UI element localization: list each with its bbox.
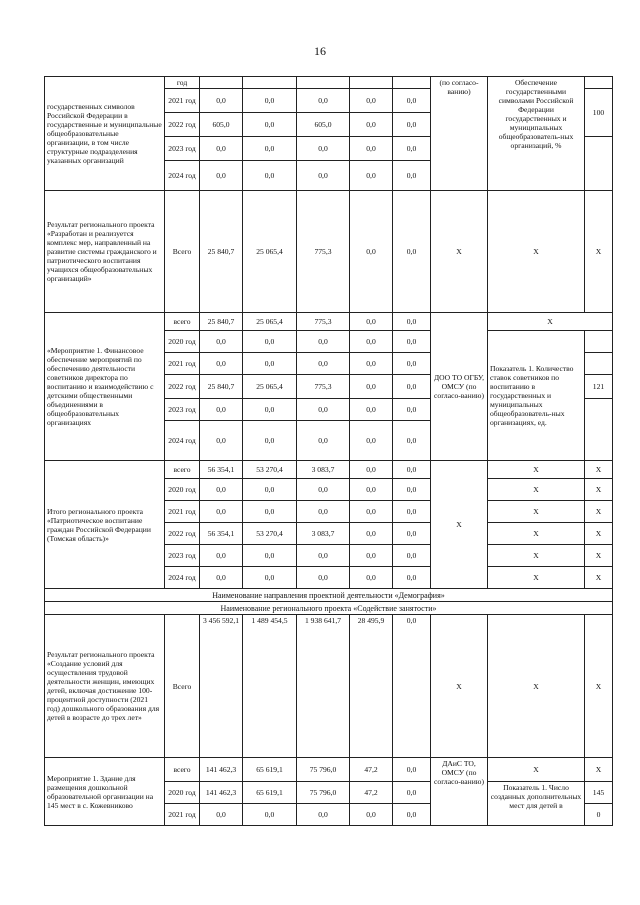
indicator-cell: X — [488, 191, 585, 313]
value-cell: 141 462,3 — [200, 758, 243, 782]
year-cell: Всего — [165, 615, 200, 758]
year-cell: 2023 год — [165, 137, 200, 161]
value-cell: 0,0 — [297, 804, 350, 826]
value-cell: 775,3 — [297, 375, 350, 399]
value-cell: 0,0 — [350, 161, 393, 191]
value-cell: 0,0 — [393, 421, 431, 461]
year-cell: 2024 год — [165, 567, 200, 589]
value-cell: 0,0 — [200, 399, 243, 421]
value-cell: 25 840,7 — [200, 313, 243, 331]
year-cell: 2022 год — [165, 375, 200, 399]
value-cell: 0,0 — [393, 313, 431, 331]
table-row — [45, 602, 613, 615]
value-cell: 0,0 — [297, 353, 350, 375]
value-cell: 75 796,0 — [297, 782, 350, 804]
value-cell: 0,0 — [393, 523, 431, 545]
value-cell: 47,2 — [350, 782, 393, 804]
value-cell: 0,0 — [243, 161, 297, 191]
value-cell: 0,0 — [393, 161, 431, 191]
year-cell: всего — [165, 461, 200, 479]
indicator-cell: X — [488, 758, 585, 782]
measure-name: Мероприятие 1. Здание для размещения дошкольной образовательной организации на 145 мест в с. Кожевниково — [45, 758, 165, 826]
value-cell: 0,0 — [350, 113, 393, 137]
value-cell: 3 083,7 — [297, 523, 350, 545]
value-cell: 25 065,4 — [243, 313, 297, 331]
value-cell: 0,0 — [200, 804, 243, 826]
value-cell: 605,0 — [200, 113, 243, 137]
value-cell: 25 065,4 — [243, 375, 297, 399]
value-cell: 0,0 — [350, 461, 393, 479]
value-cell: 0,0 — [350, 545, 393, 567]
value-cell: 0,0 — [243, 137, 297, 161]
year-cell: 2024 год — [165, 161, 200, 191]
value-cell: 0,0 — [200, 479, 243, 501]
table-row — [45, 461, 613, 479]
value-cell: 25 840,7 — [200, 375, 243, 399]
year-cell: 2021 год — [165, 804, 200, 826]
measure-name: государственных символов Российской Федерации в государственные и муниципальные общеобразовательные организации, в том числе структурные подразделения указанных организаций — [45, 77, 165, 191]
value-cell: 0,0 — [243, 501, 297, 523]
measure-name: «Мероприятие 1. Финансовое обеспечение мероприятий по обеспечению деятельности советников директора по воспитанию и взаимодействию с детскими общественными объединениями в общеобразовательных организациях — [45, 313, 165, 461]
executor-cell: X — [431, 615, 488, 758]
value-cell: 0,0 — [350, 399, 393, 421]
year-cell: год — [165, 77, 200, 89]
value-cell: 0,0 — [243, 421, 297, 461]
indicator-cell: X — [488, 615, 585, 758]
value-cell: 0,0 — [393, 137, 431, 161]
value-cell: 0,0 — [297, 331, 350, 353]
value-cell: 0,0 — [350, 375, 393, 399]
target-value-cell: 0 — [585, 804, 613, 826]
table-row — [45, 313, 613, 331]
value-cell: 0,0 — [243, 545, 297, 567]
value-cell: 53 270,4 — [243, 523, 297, 545]
value-cell: 0,0 — [297, 501, 350, 523]
target-value-cell: X — [585, 501, 613, 523]
value-cell: 141 462,3 — [200, 782, 243, 804]
value-cell: 0,0 — [393, 353, 431, 375]
value-cell: 0,0 — [200, 501, 243, 523]
value-cell: 0,0 — [297, 161, 350, 191]
value-cell: 0,0 — [393, 461, 431, 479]
year-cell: 2021 год — [165, 89, 200, 113]
value-cell: 0,0 — [350, 567, 393, 589]
year-cell: всего — [165, 758, 200, 782]
value-cell: 0,0 — [200, 137, 243, 161]
value-cell: 0,0 — [243, 353, 297, 375]
value-cell: 0,0 — [243, 89, 297, 113]
table-row — [45, 77, 613, 89]
target-value-cell: X — [585, 758, 613, 782]
value-cell: 0,0 — [393, 375, 431, 399]
indicator-cell: X — [488, 479, 585, 501]
year-cell: 2024 год — [165, 421, 200, 461]
year-cell: 2020 год — [165, 479, 200, 501]
indicator-cell: X — [488, 461, 585, 479]
target-value-cell: X — [585, 479, 613, 501]
value-cell: 0,0 — [243, 113, 297, 137]
table-row — [45, 758, 613, 782]
value-cell: 0,0 — [243, 567, 297, 589]
value-cell: 0,0 — [200, 331, 243, 353]
value-cell: 0,0 — [393, 89, 431, 113]
value-cell: 0,0 — [243, 804, 297, 826]
value-cell: 0,0 — [243, 399, 297, 421]
target-value-cell: X — [585, 191, 613, 313]
value-cell: 56 354,1 — [200, 461, 243, 479]
value-cell: 0,0 — [350, 191, 393, 313]
value-cell: 0,0 — [200, 421, 243, 461]
value-cell: 0,0 — [393, 191, 431, 313]
value-cell: 0,0 — [200, 567, 243, 589]
executor-cell: ДОО ТО ОГБУ, ОМСУ (по согласо-ванию) — [431, 313, 488, 461]
year-cell: всего — [165, 313, 200, 331]
value-cell: 53 270,4 — [243, 461, 297, 479]
executor-cell: ДАиС ТО, ОМСУ (по согласо-ванию) — [431, 758, 488, 826]
target-value-cell: X — [585, 545, 613, 567]
value-cell: 56 354,1 — [200, 523, 243, 545]
value-cell: 0,0 — [200, 161, 243, 191]
result-name: Результат регионального проекта «Создание условий для осуществления трудовой деятельности женщин, имеющих детей, включая достижение 100-процентной доступности (2021 год) дошкольного образования для детей в возрасте до трех лет» — [45, 615, 165, 758]
value-cell: 3 083,7 — [297, 461, 350, 479]
year-cell: 2022 год — [165, 523, 200, 545]
table-row — [45, 589, 613, 602]
target-value-cell: X — [585, 615, 613, 758]
indicator-cell: X — [488, 545, 585, 567]
value-cell: 0,0 — [393, 479, 431, 501]
executor-cell: X — [431, 461, 488, 589]
value-cell: 28 495,9 — [350, 615, 393, 758]
value-cell: 0,0 — [393, 804, 431, 826]
value-cell: 0,0 — [297, 399, 350, 421]
value-cell: 0,0 — [243, 479, 297, 501]
section-heading: Наименование регионального проекта «Содействие занятости» — [45, 602, 613, 615]
page-number: 16 — [314, 44, 326, 58]
value-cell: 0,0 — [350, 804, 393, 826]
target-value-cell: 121 — [585, 375, 613, 399]
year-cell: Всего — [165, 191, 200, 313]
measures-table — [44, 76, 613, 826]
value-cell: 0,0 — [393, 501, 431, 523]
value-cell: 0,0 — [393, 782, 431, 804]
value-cell: 0,0 — [200, 353, 243, 375]
value-cell: 0,0 — [350, 523, 393, 545]
value-cell: 75 796,0 — [297, 758, 350, 782]
value-cell: 1 938 641,7 — [297, 615, 350, 758]
target-value-cell: 100 — [585, 89, 613, 137]
indicator-cell: X — [488, 501, 585, 523]
value-cell: 0,0 — [393, 567, 431, 589]
year-cell: 2020 год — [165, 331, 200, 353]
indicator-cell: Показатель 1. Число созданных дополнительных мест для детей в — [488, 782, 585, 826]
indicator-cell: X — [488, 567, 585, 589]
value-cell: 0,0 — [350, 479, 393, 501]
value-cell: 47,2 — [350, 758, 393, 782]
indicator-cell: X — [488, 523, 585, 545]
indicator-cell: Показатель 1. Количество ставок советников по воспитанию в государственных и муниципальных общеобразователь-ных организациях, ед. — [488, 331, 585, 461]
total-name: Итого регионального проекта «Патриотическое воспитание граждан Российской Федерации (Томская область)» — [45, 461, 165, 589]
value-cell: 0,0 — [297, 421, 350, 461]
target-value-cell: X — [585, 523, 613, 545]
value-cell: 0,0 — [297, 567, 350, 589]
value-cell: 0,0 — [350, 89, 393, 113]
value-cell: 65 619,1 — [243, 782, 297, 804]
year-cell: 2023 год — [165, 545, 200, 567]
value-cell: 775,3 — [297, 191, 350, 313]
value-cell: 0,0 — [393, 758, 431, 782]
value-cell: 0,0 — [297, 137, 350, 161]
value-cell: 0,0 — [200, 89, 243, 113]
value-cell: 0,0 — [243, 331, 297, 353]
value-cell: 0,0 — [393, 615, 431, 758]
result-name: Результат регионального проекта «Разработан и реализуется комплекс мер, направленный на развитие системы гражданского и патриотического воспитания учащихся общеобразовательных организаций» — [45, 191, 165, 313]
value-cell: 775,3 — [297, 313, 350, 331]
year-cell: 2023 год — [165, 399, 200, 421]
value-cell: 1 489 454,5 — [243, 615, 297, 758]
year-cell: 2022 год — [165, 113, 200, 137]
value-cell: 0,0 — [350, 501, 393, 523]
target-value-cell: 145 — [585, 782, 613, 804]
value-cell: 3 456 592,1 — [200, 615, 243, 758]
value-cell: 0,0 — [297, 89, 350, 113]
value-cell: 0,0 — [393, 545, 431, 567]
value-cell: 25 840,7 — [200, 191, 243, 313]
value-cell: 65 619,1 — [243, 758, 297, 782]
value-cell: 0,0 — [393, 399, 431, 421]
value-cell: 605,0 — [297, 113, 350, 137]
value-cell: 0,0 — [350, 331, 393, 353]
executor-cell: (по согласо-ванию) — [431, 77, 488, 191]
year-cell: 2021 год — [165, 501, 200, 523]
table-row — [45, 615, 613, 758]
target-value-cell: X — [585, 567, 613, 589]
value-cell: 0,0 — [200, 545, 243, 567]
value-cell: 0,0 — [350, 353, 393, 375]
value-cell: 0,0 — [297, 545, 350, 567]
executor-cell: X — [431, 191, 488, 313]
value-cell: 0,0 — [350, 137, 393, 161]
table-row — [45, 191, 613, 313]
section-heading: Наименование направления проектной деятельности «Демография» — [45, 589, 613, 602]
indicator-cell: Обеспечение государственными символами Российской Федерации государственных и муниципальных общеобразователь-ных организаций, % — [488, 77, 585, 191]
value-cell: 0,0 — [350, 313, 393, 331]
year-cell: 2020 год — [165, 782, 200, 804]
value-cell: 25 065,4 — [243, 191, 297, 313]
year-cell: 2021 год — [165, 353, 200, 375]
target-value-cell: X — [585, 461, 613, 479]
value-cell: 0,0 — [350, 421, 393, 461]
indicator-cell: X — [488, 313, 613, 331]
value-cell: 0,0 — [297, 479, 350, 501]
value-cell: 0,0 — [393, 331, 431, 353]
value-cell: 0,0 — [393, 113, 431, 137]
